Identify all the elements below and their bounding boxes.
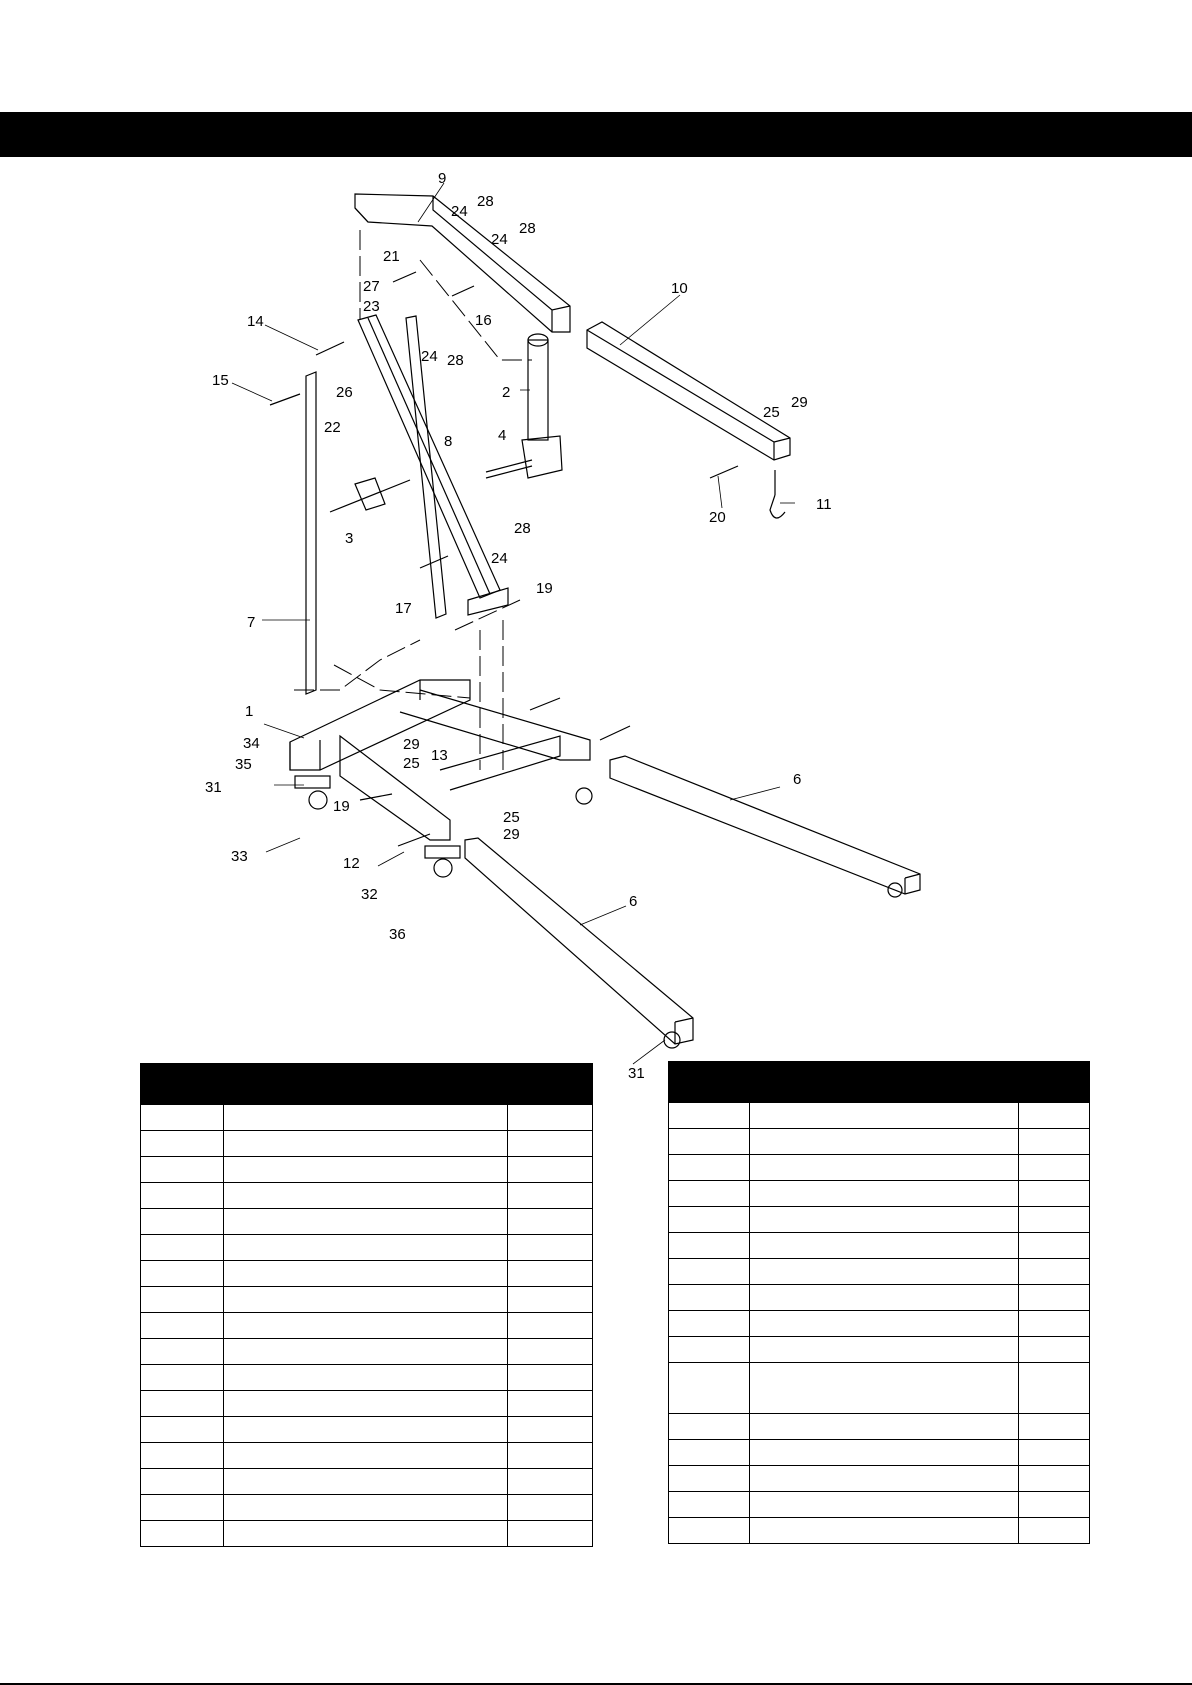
parts-table-right [668,1061,1090,1544]
table-row [669,1363,1090,1414]
table-row [141,1365,593,1391]
callout: 1 [245,703,254,720]
table-row [669,1414,1090,1440]
callout: 2 [502,384,511,401]
handle-4 [486,460,532,472]
callout: 25 [763,404,780,421]
table-row [141,1495,593,1521]
table-row [669,1181,1090,1207]
callout: 33 [231,848,248,865]
table-row [141,1131,593,1157]
caster-front [664,1032,680,1048]
callout: 28 [447,352,464,369]
callout: 9 [438,170,447,187]
header-cell [141,1064,224,1105]
callout: 29 [503,826,520,843]
table-row [669,1466,1090,1492]
hook-11 [770,495,785,518]
brace-plate-3 [355,478,385,510]
bolt-17 [420,556,448,568]
callout: 28 [519,220,536,237]
header-cell [750,1062,1019,1103]
callout: 4 [498,427,507,444]
brace-bolt-3 [330,480,410,512]
bolt-14 [316,342,344,355]
table-row [669,1233,1090,1259]
callout: 29 [403,736,420,753]
callout: 25 [503,809,520,826]
ram-cylinder-2 [528,340,548,440]
assembly-guides [294,230,532,770]
callout: 19 [333,798,350,815]
callout: 13 [431,747,448,764]
bolt-20 [710,466,738,478]
callout: 24 [491,550,508,567]
callout: 24 [421,348,438,365]
caster-mid [434,859,452,877]
table-row [141,1105,593,1131]
callout: 15 [212,372,229,389]
callout: 25 [403,755,420,772]
table-row [141,1183,593,1209]
header-cell [669,1062,750,1103]
callout: 19 [536,580,553,597]
callout: 31 [628,1065,645,1082]
base-frame-1b [290,680,420,770]
table-row [141,1313,593,1339]
pin-12b [398,834,430,846]
callout: 10 [671,280,688,297]
callout: 34 [243,735,260,752]
callout: 14 [247,313,264,330]
pin-12a [360,794,392,800]
table-row [669,1129,1090,1155]
callout: 31 [205,779,222,796]
jack-base-2 [522,436,562,478]
table-row [141,1339,593,1365]
callout: 16 [475,312,492,329]
leg-6-right [610,756,920,894]
table-row [141,1391,593,1417]
table-row [669,1285,1090,1311]
callout: 6 [793,771,802,788]
rear-brace-7 [306,372,316,694]
crane-parts [270,194,920,1048]
table-row [141,1157,593,1183]
bolt-21 [393,272,416,282]
table-row [141,1261,593,1287]
table-row [141,1235,593,1261]
callout: 23 [363,298,380,315]
pin-b2 [600,726,630,740]
callout: 29 [791,394,808,411]
bolt-15 [270,394,300,405]
table-row [669,1103,1090,1129]
header-cell [508,1064,593,1105]
table-header-row [141,1064,593,1105]
table-row [141,1469,593,1495]
callout: 36 [389,926,406,943]
header-cell [1019,1062,1090,1103]
table-header-row [669,1062,1090,1103]
caster-plate-32 [425,846,460,858]
base-rail [440,736,560,790]
table-row [669,1440,1090,1466]
table-row [669,1155,1090,1181]
callout: 7 [247,614,256,631]
table-row [141,1443,593,1469]
parts-table-left [140,1063,593,1547]
part-number-callouts [205,170,832,1082]
callout: 26 [336,384,353,401]
callout: 6 [629,893,638,910]
table-row [141,1287,593,1313]
callout: 11 [816,496,832,513]
callout: 12 [343,855,360,872]
callout: 20 [709,509,726,526]
callout: 35 [235,756,252,773]
table-row [669,1311,1090,1337]
callout: 27 [363,278,380,295]
callout: 24 [491,231,508,248]
caster-back [576,788,592,804]
callout: 32 [361,886,378,903]
callout: 3 [345,530,354,547]
callout: 17 [395,600,412,617]
callout: 22 [324,419,341,436]
callout: 8 [444,433,453,450]
callout: 28 [514,520,531,537]
table-row [669,1492,1090,1518]
boom-extension-10-edge [587,330,790,460]
leg-6-front [465,838,693,1044]
caster-left [309,791,327,809]
handle-4b [486,466,532,478]
table-row [669,1207,1090,1233]
bolt-16 [452,286,474,296]
caster-plate-31 [295,776,330,788]
table-row [669,1518,1090,1544]
callout: 24 [451,203,468,220]
table-row [669,1259,1090,1285]
table-row [141,1417,593,1443]
table-row [141,1209,593,1235]
callout: 21 [383,248,400,265]
pin-b1 [530,698,560,710]
mast-foot [468,588,508,615]
header-cell [224,1064,508,1105]
base-cross [400,690,590,760]
table-row [669,1337,1090,1363]
callout: 28 [477,193,494,210]
table-row [141,1521,593,1547]
